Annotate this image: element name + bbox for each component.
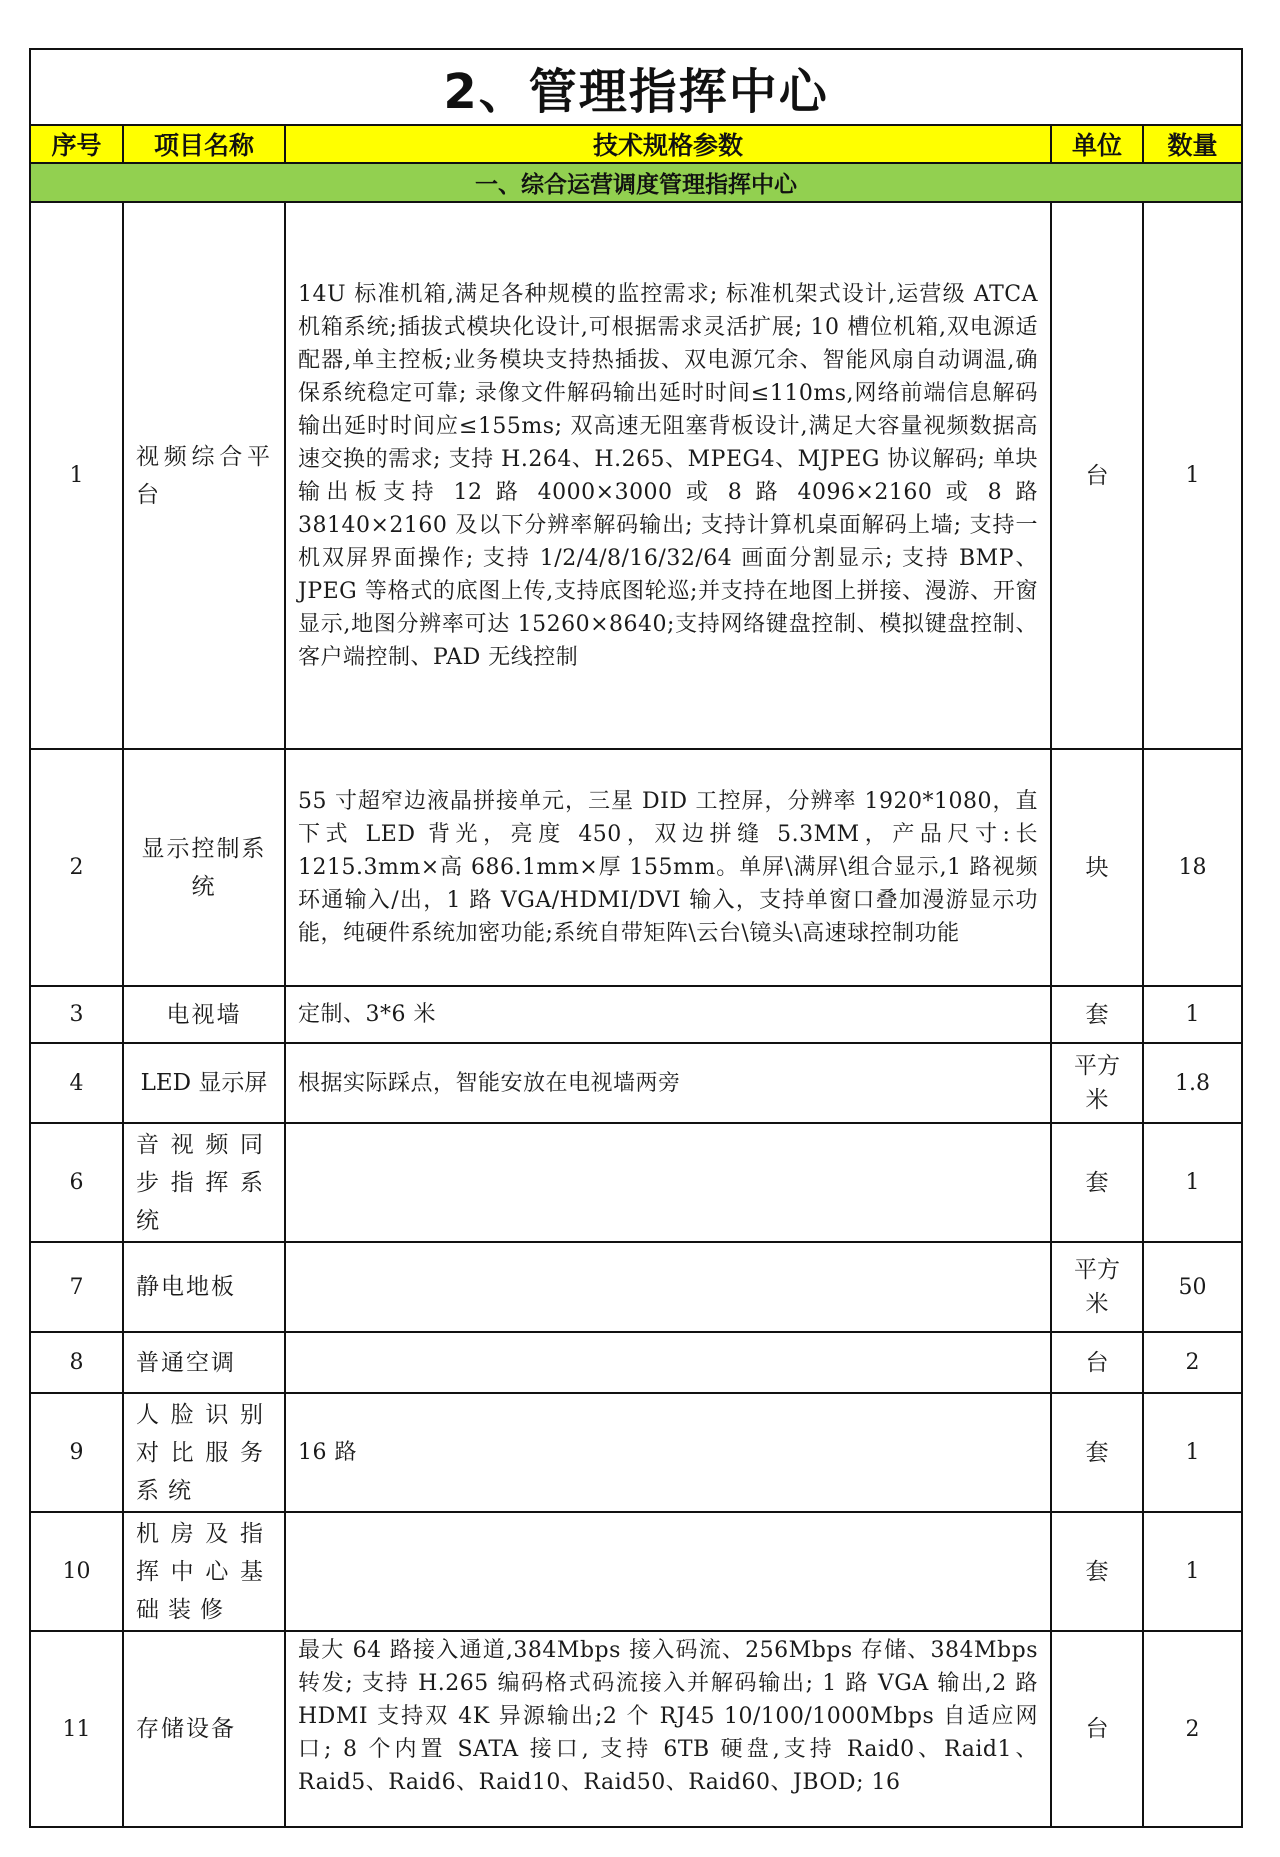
row-qty: 2 [1143, 1332, 1242, 1393]
row-unit: 套 [1051, 1393, 1143, 1512]
row-name: 电视墙 [123, 986, 285, 1043]
row-spec [285, 1332, 1051, 1393]
table-row [30, 986, 1242, 1043]
table-row [30, 1512, 1242, 1631]
row-unit: 台 [1051, 1332, 1143, 1393]
row-spec: 55 寸超窄边液晶拼接单元，三星 DID 工控屏，分辨率 1920*1080，直下式 LED 背光，亮度 450，双边拼缝 5.3MM，产品尺寸:长 1215.3mm×高 686.1mm×厚 155mm。单屏\满屏\组合显示,1 路视频环通输入/出，1 路 VGA/HDMI/DVI 输入，支持单窗口叠加漫游显示功能，纯硬件系统加密功能;系统自带矩阵\云台\镜头\高速球控制功能 [285, 749, 1051, 986]
row-qty: 1 [1143, 1512, 1242, 1631]
row-name: 机房及指挥中心基础装修 [123, 1512, 285, 1631]
row-no: 1 [30, 202, 123, 749]
header-qty: 数量 [1143, 125, 1242, 163]
table-row [30, 1123, 1242, 1242]
row-no: 10 [30, 1512, 123, 1631]
row-spec [285, 1631, 1051, 1827]
row-spec: 14U 标准机箱,满足各种规模的监控需求; 标准机架式设计,运营级 ATCA 机箱系统;插拔式模块化设计,可根据需求灵活扩展; 10 槽位机箱,双电源适配器,单主控板;业务模块支持热插拔、双电源冗余、智能风扇自动调温,确保系统稳定可靠; 录像文件解码输出延时时间≤110ms,网络前端信息解码输出延时时间应≤155ms; 双高速无阻塞背板设计,满足大容量视频数据高速交换的需求; 支持 H.264、H.265、MPEG4、MJPEG 协议解码; 单块输出板支持 12 路 4000×3000 或 8 路 4096×2160 或 8 路 38140×2160 及以下分辨率解码输出; 支持计算机桌面解码上墙; 支持一机双屏界面操作; 支持 1/2/4/8/16/32/64 画面分割显示; 支持 BMP、JPEG 等格式的底图上传,支持底图轮巡;并支持在地图上拼接、漫游、开窗显示,地图分辨率可达 15260×8640;支持网络键盘控制、模拟键盘控制、客户端控制、PAD 无线控制 [285, 202, 1051, 749]
row-unit: 平方米 [1051, 1242, 1143, 1332]
row-spec: 根据实际踩点，智能安放在电视墙两旁 [285, 1043, 1051, 1123]
row-name: 静电地板 [123, 1242, 285, 1332]
row-no: 2 [30, 749, 123, 986]
table-row [30, 1242, 1242, 1332]
row-spec: 16 路 [285, 1393, 1051, 1512]
table-row [30, 202, 1242, 749]
row-unit: 套 [1051, 1123, 1143, 1242]
header-name: 项目名称 [123, 125, 285, 163]
row-spec [285, 1242, 1051, 1332]
page-title: 2、管理指挥中心 [30, 49, 1242, 125]
row-name: LED 显示屏 [123, 1043, 285, 1123]
row-qty: 1 [1143, 1393, 1242, 1512]
row-name: 存储设备 [123, 1631, 285, 1827]
row-no: 9 [30, 1393, 123, 1512]
row-no: 8 [30, 1332, 123, 1393]
row-unit: 套 [1051, 986, 1143, 1043]
table-row [30, 749, 1242, 986]
row-unit: 平方米 [1051, 1043, 1143, 1123]
row-name: 音视频同步指挥系统 [123, 1123, 285, 1242]
table-row [30, 1393, 1242, 1512]
spec-table [29, 48, 1243, 1828]
row-name: 普通空调 [123, 1332, 285, 1393]
table-row [30, 1043, 1242, 1123]
title-row [30, 49, 1242, 125]
row-no: 7 [30, 1242, 123, 1332]
row-unit: 套 [1051, 1512, 1143, 1631]
row-unit: 台 [1051, 1631, 1143, 1827]
row-qty: 2 [1143, 1631, 1242, 1827]
row-qty: 18 [1143, 749, 1242, 986]
row-name: 视频综合平台 [123, 202, 285, 749]
row-name: 人脸识别对比服务系统 [123, 1393, 285, 1512]
table-row [30, 1631, 1242, 1827]
row-no: 4 [30, 1043, 123, 1123]
row-name: 显示控制系统 [123, 749, 285, 986]
row-qty: 1 [1143, 1123, 1242, 1242]
row-qty: 1 [1143, 202, 1242, 749]
row-qty: 1 [1143, 986, 1242, 1043]
row-qty: 1.8 [1143, 1043, 1242, 1123]
row-unit: 块 [1051, 749, 1143, 986]
row-spec [285, 1512, 1051, 1631]
row-unit: 台 [1051, 202, 1143, 749]
row-spec-text: 最大 64 路接入通道,384Mbps 接入码流、256Mbps 存储、384Mbps 转发; 支持 H.265 编码格式码流接入并解码输出; 1 路 VGA 输出,2 路 HDMI 支持双 4K 异源输出;2 个 RJ45 10/100/1000Mbps 自适应网口; 8 个内置 SATA 接口, 支持 6TB 硬盘,支持 Raid0、Raid1、Raid5、Raid6、Raid10、Raid50、Raid60、JBOD; 16 [298, 1638, 1038, 1795]
header-spec: 技术规格参数 [285, 125, 1051, 163]
row-no: 3 [30, 986, 123, 1043]
section-row [30, 163, 1242, 202]
row-spec: 定制、3*6 米 [285, 986, 1051, 1043]
table-row [30, 1332, 1242, 1393]
row-qty: 50 [1143, 1242, 1242, 1332]
row-spec [285, 1123, 1051, 1242]
row-no: 11 [30, 1631, 123, 1827]
header-row [30, 125, 1242, 163]
section-title: 一、综合运营调度管理指挥中心 [30, 163, 1242, 202]
header-unit: 单位 [1051, 125, 1143, 163]
header-no: 序号 [30, 125, 123, 163]
row-no: 6 [30, 1123, 123, 1242]
